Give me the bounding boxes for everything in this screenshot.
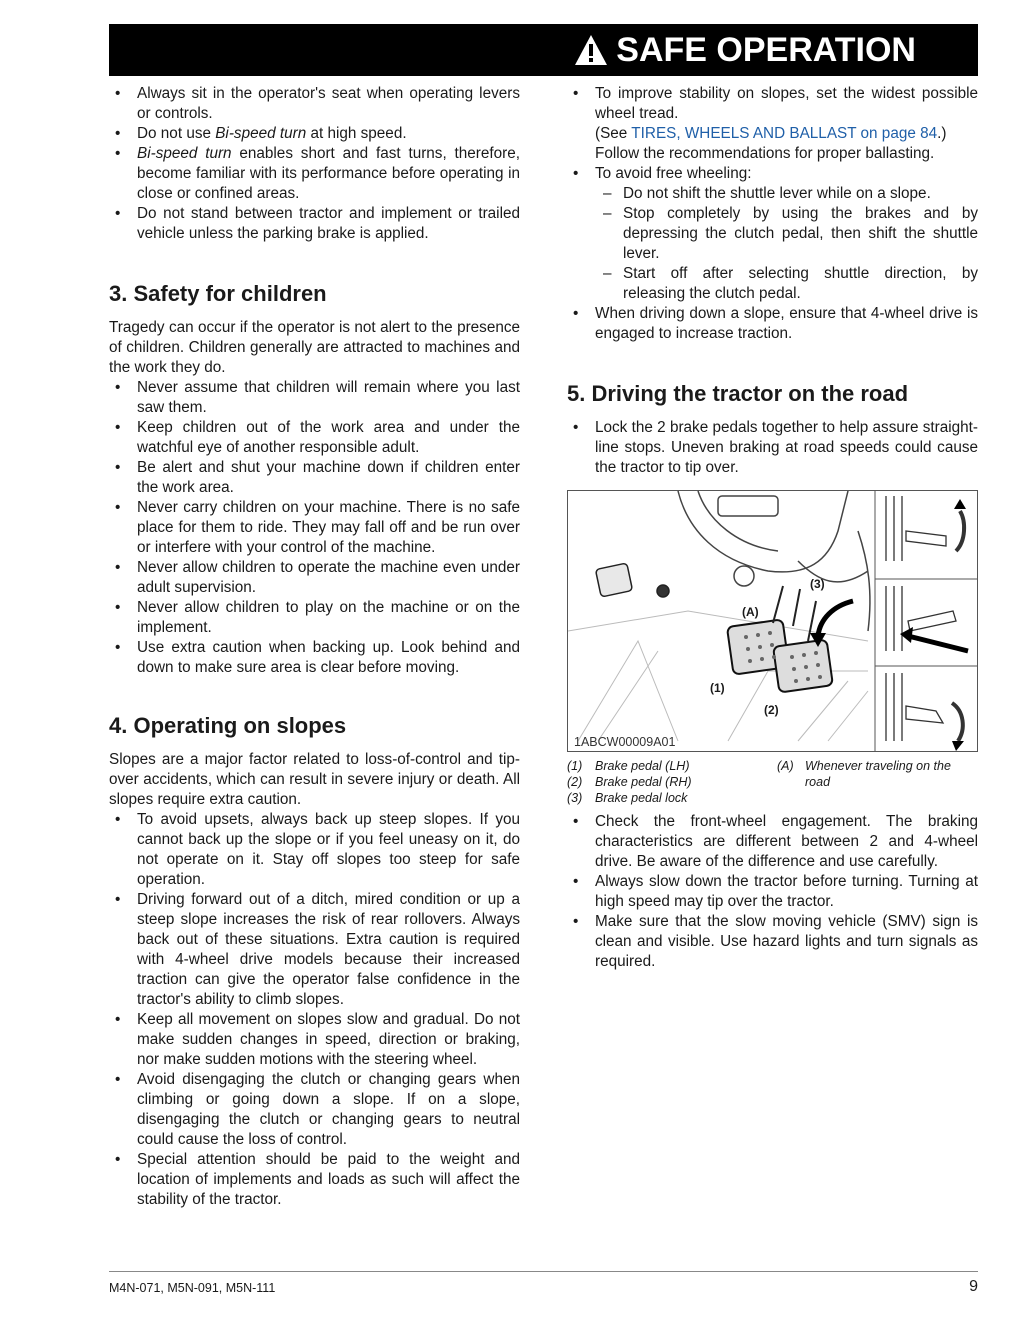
- list-item: • Check the front-wheel engagement. The braking characteristics are different between 2 and 4-wheel drive. Be aware of the difference and use carefully.: [567, 812, 978, 872]
- section-3-intro: Tragedy can occur if the operator is not alert to the presence of children. Children generally are attracted to machines and the work they do.: [109, 319, 520, 376]
- left-column: [109, 84, 520, 1210]
- section-4-heading: 4. Operating on slopes: [109, 713, 347, 738]
- callout-2-label: (2): [764, 703, 779, 717]
- list-item: • Make sure that the slow moving vehicle (SMV) sign is clean and visible. Use hazard lights and turn signals as required.: [567, 912, 978, 972]
- section-5-bullet-list: [567, 812, 978, 972]
- list-item: • Never allow children to operate the machine even under adult supervision.: [109, 558, 520, 598]
- ballast-text: Follow the recommendations for proper ballasting.: [595, 145, 935, 162]
- caption-2: (2) Brake pedal (RH): [567, 775, 692, 789]
- section-3-heading: 3. Safety for children: [109, 281, 327, 306]
- section-title: [574, 32, 916, 68]
- tread-text: To improve stability on slopes, set the widest possible wheel tread.: [595, 85, 978, 122]
- callout-1-label: (1): [710, 681, 725, 695]
- list-item: [567, 164, 978, 304]
- section-5-first-list: [567, 418, 978, 478]
- list-item: • Never allow children to play on the machine or on the implement.: [109, 598, 520, 638]
- figure-code: 1ABCW00009A01: [574, 735, 676, 749]
- brake-pedal-figure: [567, 490, 978, 752]
- list-item: • Never assume that children will remain where you last saw them.: [109, 378, 520, 418]
- list-item: • Keep all movement on slopes slow and gradual. Do not make sudden changes in speed, direction or braking, nor make sudden motions with the steering wheel.: [109, 1010, 520, 1070]
- intro-bullet-list: [109, 84, 520, 244]
- list-item: • Lock the 2 brake pedals together to help assure straight-line stops. Uneven braking at road speeds could cause the tractor to tip over.: [567, 418, 978, 478]
- slope-bullet-list: [567, 84, 978, 344]
- see-close: .): [937, 125, 947, 142]
- section-header-bar: [109, 24, 978, 76]
- list-item: [567, 84, 978, 164]
- figure-captions: [567, 758, 978, 804]
- caption-3: (3) Brake pedal lock: [567, 791, 688, 805]
- list-item: • Special attention should be paid to the weight and location of implements and loads as such will affect the stability of the tractor.: [109, 1150, 520, 1210]
- list-item: • Never carry children on your machine. There is no safe place for them to ride. They may fall off and be run over or interfere with your control of the machine.: [109, 498, 520, 558]
- section-title-text: SAFE OPERATION: [616, 31, 916, 69]
- caption-1: (1) Brake pedal (LH): [567, 759, 690, 773]
- list-item: • Bi-speed turn enables short and fast turns, therefore, become familiar with its performance before operating in close or confined areas.: [109, 144, 520, 204]
- list-item: – Stop completely by using the brakes and by depressing the clutch pedal, then shift the shuttle lever.: [595, 204, 978, 264]
- callout-a-label: (A): [742, 605, 759, 619]
- list-item: • To avoid upsets, always back up steep slopes. If you cannot back up the slope or if you feel uneasy on it, do not operate on it. Stay off slopes too steep for safe operation.: [109, 810, 520, 890]
- section-3-bullet-list: [109, 378, 520, 678]
- caption-a: (A) Whenever traveling on the road: [777, 759, 951, 789]
- list-item: • Keep children out of the work area and under the watchful eye of another responsible adult.: [109, 418, 520, 458]
- list-item: • Always sit in the operator's seat when operating levers or controls.: [109, 84, 520, 124]
- right-column: [567, 84, 978, 972]
- page-number: 9: [969, 1278, 978, 1295]
- freewheel-text: To avoid free wheeling:: [595, 165, 752, 182]
- list-item: • Be alert and shut your machine down if children enter the work area.: [109, 458, 520, 498]
- list-item: • Avoid disengaging the clutch or changing gears when climbing or going down a slope. If on a slope, disengaging the clutch or changing gears to neutral could cause the loss of control.: [109, 1070, 520, 1150]
- list-item: • Driving forward out of a ditch, mired condition or up a steep slope increases the risk of rear rollovers. Always back out of these situations. Extra caution is required with 4-wheel drive models because their increased traction can give the operator false confidence in the tractor's ability to climb slopes.: [109, 890, 520, 1010]
- warning-icon: [574, 34, 608, 66]
- list-item: • Use extra caution when backing up. Look behind and down to make sure area is clear before moving.: [109, 638, 520, 678]
- section-4-intro: Slopes are a major factor related to loss-of-control and tip-over accidents, which can result in severe injury or death. All slopes require extra caution.: [109, 751, 520, 808]
- list-item: • When driving down a slope, ensure that 4-wheel drive is engaged to increase traction.: [567, 304, 978, 344]
- list-item: • Always slow down the tractor before turning. Turning at high speed may tip over the tractor.: [567, 872, 978, 912]
- callout-3-label: (3): [810, 577, 825, 591]
- footer-divider: [109, 1271, 978, 1272]
- section-4-bullet-list: [109, 810, 520, 1210]
- footer-models: M4N-071, M5N-091, M5N-111: [109, 1281, 276, 1295]
- list-item: • Do not use Bi-speed turn at high speed.: [109, 124, 520, 144]
- list-item: • Do not stand between tractor and implement or trailed vehicle unless the parking brake is applied.: [109, 204, 520, 244]
- freewheel-dash-list: [595, 184, 978, 304]
- see-open: (See: [595, 125, 632, 142]
- tires-wheels-ballast-link[interactable]: TIRES, WHEELS AND BALLAST on page 84: [631, 125, 938, 142]
- section-5-heading: 5. Driving the tractor on the road: [567, 381, 909, 406]
- list-item: – Do not shift the shuttle lever while on a slope.: [595, 184, 978, 204]
- list-item: – Start off after selecting shuttle direction, by releasing the clutch pedal.: [595, 264, 978, 304]
